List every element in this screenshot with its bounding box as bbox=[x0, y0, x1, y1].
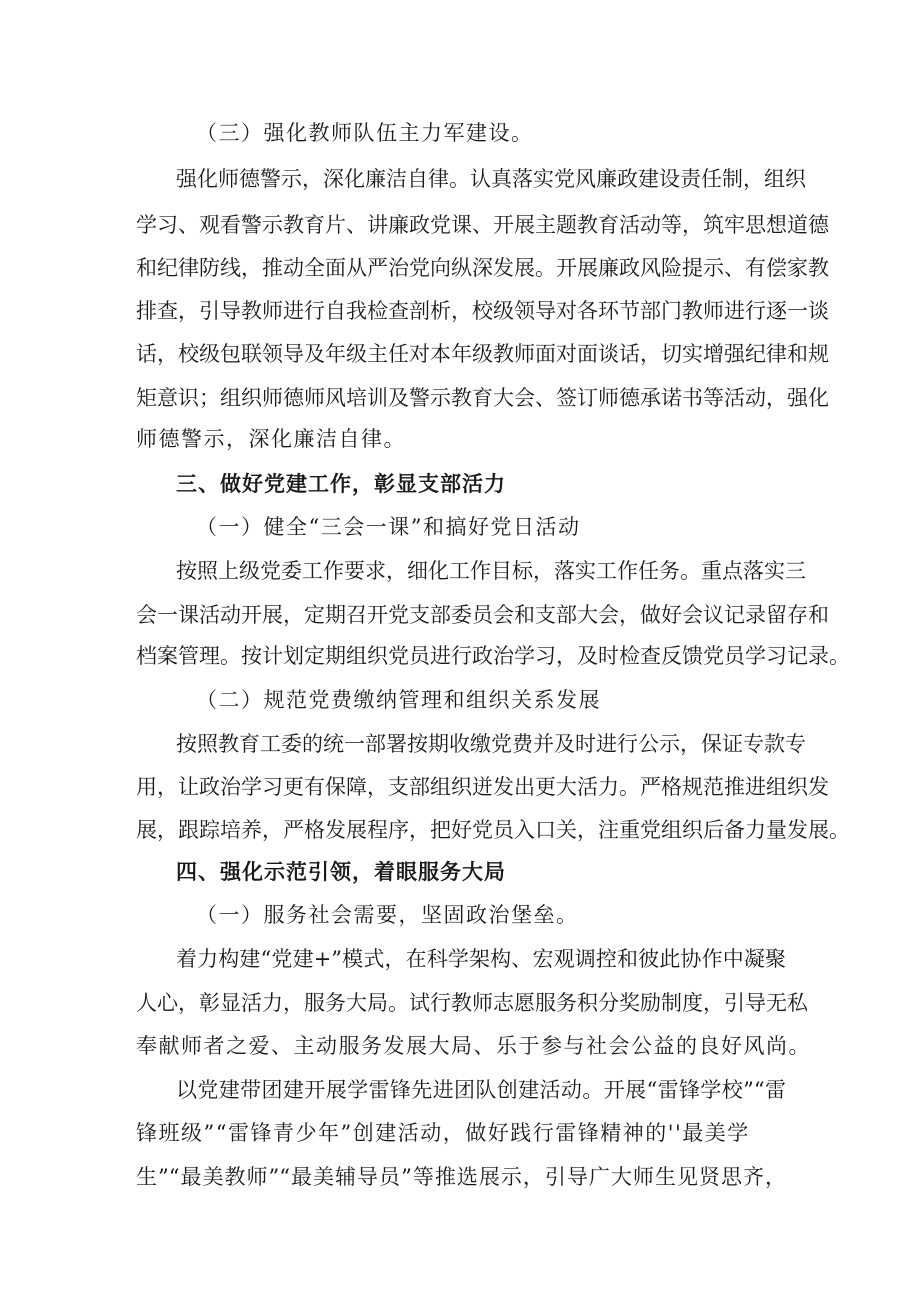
section-heading-4: 四、强化示范引领，着眼服务大局 bbox=[176, 860, 506, 884]
paragraph-line: 强化师德警示，深化廉洁自律。认真落实党风廉政建设责任制，组织 bbox=[176, 167, 806, 191]
paragraph-line: 按照上级党委工作要求，细化工作目标，落实工作任务。重点落实三 bbox=[176, 559, 806, 583]
paragraph-line: 以党建带团建开展学雷锋先进团队创建活动。开展“雷锋学校”“雷 bbox=[176, 1078, 786, 1102]
paragraph-line: 和纪律防线，推动全面从严治党向纵深发展。开展廉政风险提示、有偿家教 bbox=[136, 256, 829, 280]
paragraph-line: 按照教育工委的统一部署按期收缴党费并及时进行公示，保证专款专 bbox=[176, 732, 806, 756]
paragraph-line: 锋班级”“雷锋青少年”创建活动，做好践行雷锋精神的''最美学 bbox=[136, 1121, 750, 1145]
section-heading-3: 三、做好党建工作，彰显支部活力 bbox=[176, 472, 506, 496]
paragraph-line: 矩意识；组织师德师风培训及警示教育大会、签订师德承诺书等活动，强化 bbox=[136, 386, 829, 410]
paragraph-line: 话，校级包联领导及年级主任对本年级教师面对面谈话，切实增强纪律和规 bbox=[136, 342, 829, 366]
paragraph-line: 生”“最美教师”“最美辅导员”等推选展示，引导广大师生见贤思齐， bbox=[136, 1165, 786, 1189]
paragraph-line: 学习、观看警示教育片、讲廉政党课、开展主题教育活动等，筑牢思想道德 bbox=[136, 213, 829, 237]
subheading-1: （一）健全“三会一课”和搞好党日活动 bbox=[196, 515, 581, 539]
paragraph-line: 用，让政治学习更有保障，支部组织迸发出更大活力。严格规范推进组织发 bbox=[136, 775, 829, 799]
paragraph-line: 奉献师者之爱、主动服务发展大局、乐于参与社会公益的良好风尚。 bbox=[136, 1034, 811, 1058]
paragraph-line: 档案管理。按计划定期组织党员进行政治学习，及时检查反馈党员学习记录。 bbox=[136, 644, 850, 668]
paragraph-line: 会一课活动开展，定期召开党支部委员会和支部大会，做好会议记录留存和 bbox=[136, 603, 829, 627]
subheading-2: （二）规范党费缴纳管理和组织关系发展 bbox=[196, 688, 601, 712]
paragraph-line: 人心，彰显活力，服务大局。试行教师志愿服务积分奖励制度，引导无私 bbox=[136, 991, 808, 1015]
paragraph-line: 师德警示，深化廉洁自律。 bbox=[136, 427, 406, 451]
paragraph-line: 展，跟踪培养，严格发展程序，把好党员入口关，注重党组织后备力量发展。 bbox=[136, 818, 850, 842]
paragraph-line: 排查，引导教师进行自我检查剖析，校级领导对各环节部门教师进行逐一谈 bbox=[136, 299, 829, 323]
paragraph-line: 着力构建“党建+”模式，在科学架构、宏观调控和彼此协作中凝聚 bbox=[176, 947, 786, 971]
subheading-1: （一）服务社会需要，坚固政治堡垒。 bbox=[196, 903, 579, 927]
subheading-3: （三）强化教师队伍主力军建设。 bbox=[196, 121, 534, 145]
